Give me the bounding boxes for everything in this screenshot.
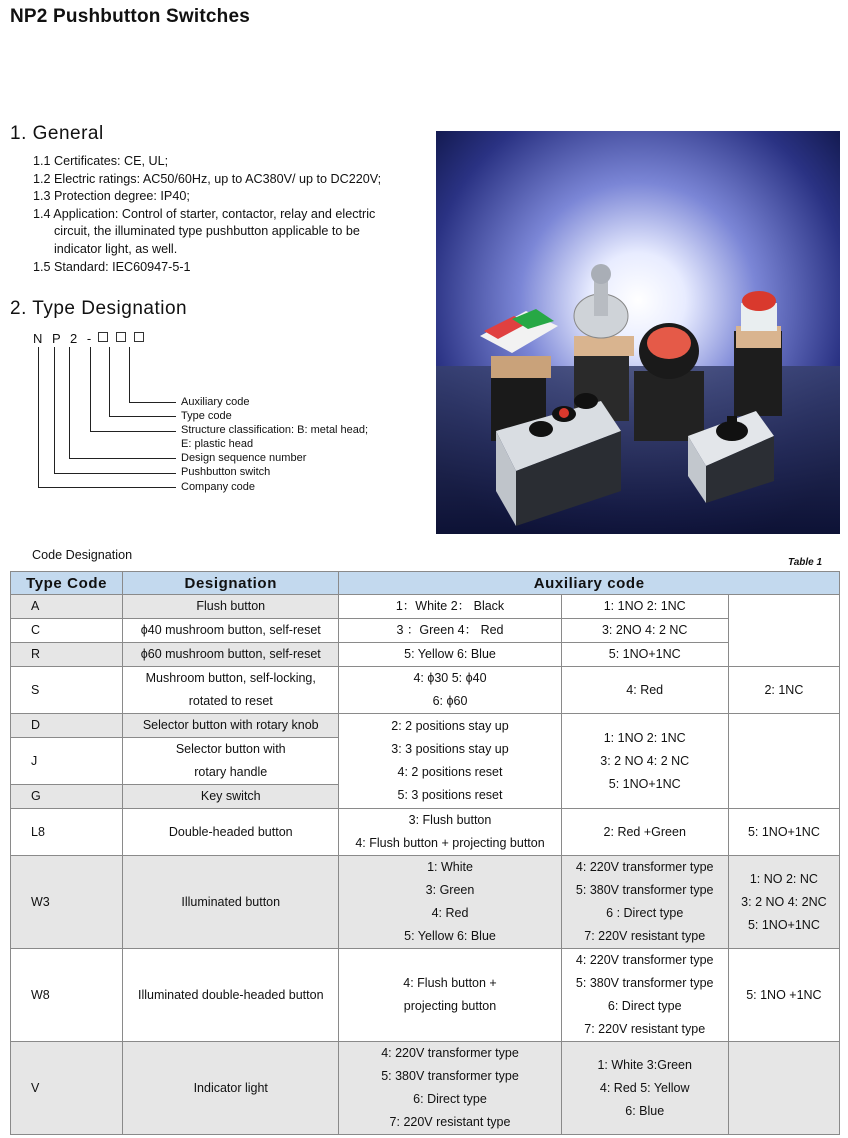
aux-cell: 2: Red +Green <box>561 809 728 856</box>
designation-cell: Selector button with rotary knob <box>123 714 339 738</box>
aux-cell: 4: ϕ30 5: ϕ40 6: ϕ60 <box>339 667 561 714</box>
type-code-cell: C <box>11 619 123 643</box>
general-list <box>33 153 433 276</box>
aux-cell: 4: Flush button + projecting button <box>339 949 561 1042</box>
general-item-continued: circuit, the illuminated type pushbutton applicable to be <box>54 224 360 239</box>
designation-cell: Key switch <box>123 785 339 809</box>
aux-cell: 1: NO 2: NC 3: 2 NO 4: 2NC 5: 1NO+1NC <box>728 856 839 949</box>
model-code-prefix: N P 2 - <box>33 331 95 346</box>
type-code-cell: L8 <box>11 809 123 856</box>
header-auxiliary-code: Auxiliary code <box>339 572 840 595</box>
aux-cell: 3: Flush button 4: Flush button + projecting button <box>339 809 561 856</box>
aux-cell: 4: 220V transformer type 5: 380V transformer type 6: Direct type 7: 220V resistant type <box>561 949 728 1042</box>
legend-pushbutton-switch: Pushbutton switch <box>181 466 271 478</box>
aux-cell: 3: 2NO 4: 2 NC <box>561 619 728 643</box>
code-table <box>10 571 840 1135</box>
aux-cell: 4: Red <box>561 667 728 714</box>
code-designation-caption: Code Designation <box>32 548 133 562</box>
designation-cell: Illuminated button <box>123 856 339 949</box>
designation-cell: Indicator light <box>123 1042 339 1135</box>
legend-type-code: Type code <box>181 410 232 422</box>
aux-cell: 5: 1NO+1NC <box>728 809 839 856</box>
code-box <box>134 332 144 342</box>
designation-cell: Double-headed button <box>123 809 339 856</box>
aux-cell: 4: 220V transformer type 5: 380V transformer type 6 : Direct type 7: 220V resistant type <box>561 856 728 949</box>
aux-cell: 5: Yellow 6: Blue <box>339 643 561 667</box>
designation-cell: ϕ40 mushroom button, self-reset <box>123 619 339 643</box>
aux-cell-empty <box>728 1042 839 1135</box>
type-code-cell: W8 <box>11 949 123 1042</box>
type-code-cell: V <box>11 1042 123 1135</box>
legend-design-sequence: Design sequence number <box>181 452 307 464</box>
document-title: NP2 Pushbutton Switches <box>10 6 251 27</box>
type-code-cell: G <box>11 785 123 809</box>
aux-cell: 2: 2 positions stay up 3: 3 positions stay up 4: 2 positions reset 5: 3 positions reset <box>339 714 561 809</box>
code-box <box>98 332 108 342</box>
model-code <box>33 331 148 346</box>
type-code-cell: A <box>11 595 123 619</box>
aux-cell: 1: White 3: Green 4: Red 5: Yellow 6: Blue <box>339 856 561 949</box>
legend-structure-classification: Structure classification: B: metal head; <box>181 424 369 436</box>
type-code-cell: R <box>11 643 123 667</box>
designation-cell: Flush button <box>123 595 339 619</box>
legend-plastic-head: E: plastic head <box>181 438 254 450</box>
aux-cell-empty <box>728 714 839 809</box>
general-item: 1.1 Certificates: CE, UL; <box>33 154 169 168</box>
general-item: 1.3 Protection degree: IP40; <box>33 189 190 204</box>
general-item: 1.2 Electric ratings: AC50/60Hz, up to AC380V/ up to DC220V; <box>33 171 382 186</box>
general-item: 1.4 Application: Control of starter, contactor, relay and electric <box>33 206 376 221</box>
product-photo <box>436 131 840 534</box>
aux-cell: 5: 1NO +1NC <box>728 949 839 1042</box>
aux-cell: 1: 1NO 2: 1NC <box>561 595 728 619</box>
legend-auxiliary-code: Auxiliary code <box>181 396 250 408</box>
header-type-code: Type Code <box>11 572 123 595</box>
aux-cell-empty <box>728 595 839 667</box>
aux-cell: 4: 220V transformer type 5: 380V transformer type 6: Direct type 7: 220V resistant type <box>339 1042 561 1135</box>
header-designation: Designation <box>123 572 339 595</box>
general-item: 1.5 Standard: IEC60947-5-1 <box>33 259 191 274</box>
general-heading: 1. General <box>10 123 104 144</box>
type-code-cell: J <box>11 738 123 785</box>
designation-cell: Mushroom button, self-locking, rotated to reset <box>123 667 339 714</box>
aux-cell: 2: 1NC <box>728 667 839 714</box>
aux-cell: 1：White 2： Black <box>339 595 561 619</box>
legend-company-code: Company code <box>181 481 255 493</box>
aux-cell: 1: White 3:Green 4: Red 5: Yellow 6: Blue <box>561 1042 728 1135</box>
aux-cell: 3 ：Green 4： Red <box>339 619 561 643</box>
type-designation-heading: 2. Type Designation <box>10 298 188 319</box>
type-code-cell: S <box>11 667 123 714</box>
designation-cell: ϕ60 mushroom button, self-reset <box>123 643 339 667</box>
general-item-continued: indicator light, as well. <box>54 241 178 256</box>
aux-cell: 5: 1NO+1NC <box>561 643 728 667</box>
type-code-cell: W3 <box>11 856 123 949</box>
table-label: Table 1 <box>788 557 823 568</box>
code-box <box>116 332 126 342</box>
type-code-cell: D <box>11 714 123 738</box>
designation-cell: Selector button with rotary handle <box>123 738 339 785</box>
designation-cell: Illuminated double-headed button <box>123 949 339 1042</box>
aux-cell: 1: 1NO 2: 1NC 3: 2 NO 4: 2 NC 5: 1NO+1NC <box>561 714 728 809</box>
